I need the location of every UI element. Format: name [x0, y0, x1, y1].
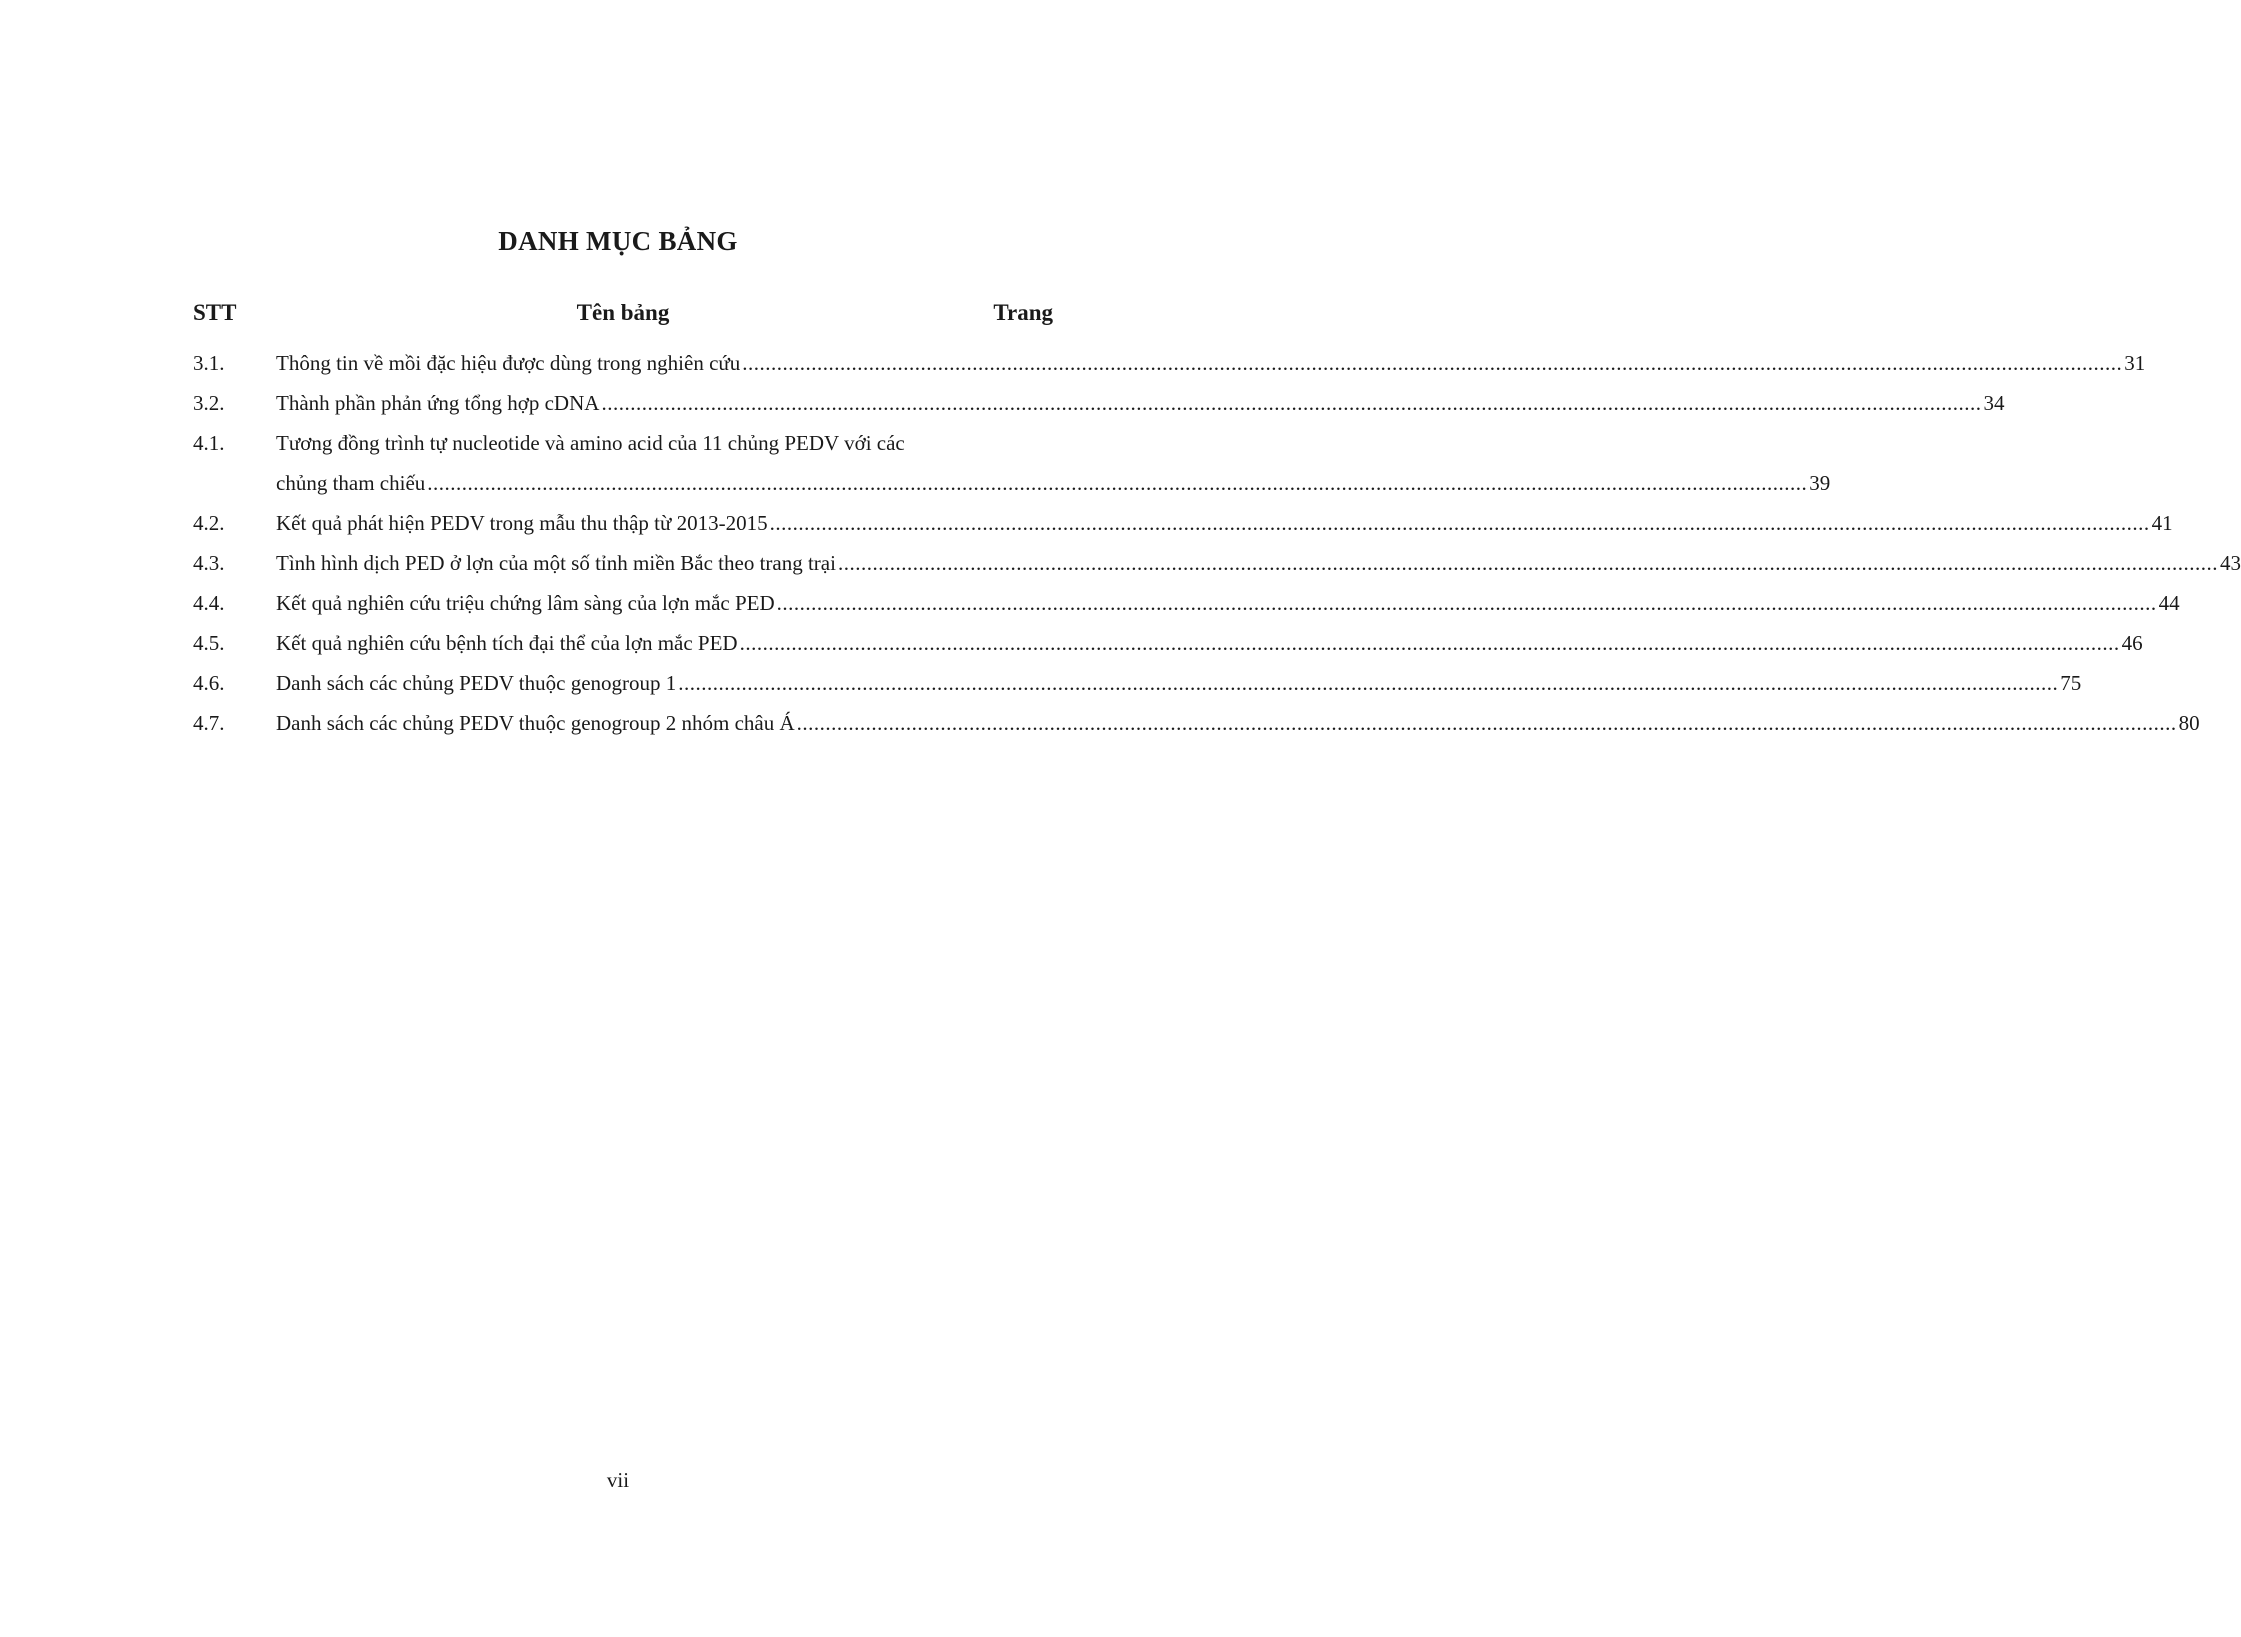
entry-number: 4.6. [193, 671, 225, 695]
entry-title: Kết quả nghiên cứu bệnh tích đại thể của lợn mắc PED [276, 631, 738, 655]
entry-number: 4.7. [193, 711, 225, 735]
toc-entry[interactable] [193, 423, 1831, 503]
toc-entry[interactable] [193, 383, 2005, 423]
dot-leader [601, 383, 1981, 423]
entry-title: Tình hình dịch PED ở lợn của một số tỉnh miền Bắc theo trang trại [276, 551, 836, 575]
entry-page: 34 [1983, 391, 2005, 415]
dot-leader [838, 543, 2218, 583]
entry-page: 43 [2219, 551, 2241, 575]
entry-page: 44 [2158, 591, 2180, 615]
entry-number: 4.4. [193, 591, 225, 615]
entry-page: 31 [2124, 351, 2146, 375]
toc-entry[interactable] [193, 703, 2200, 743]
entry-number: 3.1. [193, 351, 225, 375]
entry-page: 80 [2178, 711, 2200, 735]
table-header [193, 300, 1053, 332]
toc-entry[interactable] [193, 583, 2180, 623]
page-title: DANH MỤC BẢNG [498, 226, 738, 256]
header-stt: STT [193, 300, 237, 325]
entry-number: 4.3. [193, 551, 225, 575]
entry-page: 75 [2060, 671, 2082, 695]
toc-entry[interactable] [193, 543, 2241, 583]
entry-title: Thành phần phản ứng tổng hợp cDNA [276, 391, 600, 415]
entry-page: 39 [1809, 471, 1831, 495]
header-table-name: Tên bảng [576, 300, 670, 325]
dot-leader [770, 503, 2150, 543]
entry-title: Kết quả nghiên cứu triệu chứng lâm sàng của lợn mắc PED [276, 591, 775, 615]
entry-number: 4.2. [193, 511, 225, 535]
entry-title: Danh sách các chủng PEDV thuộc genogroup 2 nhóm châu Á [276, 711, 795, 735]
entry-title-continued: chủng tham chiếu [276, 471, 426, 495]
dot-leader [678, 663, 2058, 703]
toc-entry[interactable] [193, 663, 2082, 703]
dot-leader [742, 343, 2122, 383]
entry-number: 4.1. [193, 431, 225, 455]
toc-entry[interactable] [193, 623, 2143, 663]
dot-leader [427, 463, 1807, 503]
entry-number: 4.5. [193, 631, 225, 655]
entry-title: Danh sách các chủng PEDV thuộc genogroup 1 [276, 671, 677, 695]
entry-page: 41 [2151, 511, 2173, 535]
page-number: vii [606, 1468, 630, 1492]
entry-title: Thông tin về mồi đặc hiệu được dùng trong nghiên cứu [276, 351, 741, 375]
toc-entry[interactable] [193, 343, 2146, 383]
dot-leader [797, 703, 2177, 743]
entry-number: 3.2. [193, 391, 225, 415]
table-list [193, 343, 2241, 743]
entry-title: Kết quả phát hiện PEDV trong mẫu thu thập từ 2013-2015 [276, 511, 768, 535]
dot-leader [740, 623, 2120, 663]
dot-leader [777, 583, 2157, 623]
header-page: Trang [993, 300, 1053, 325]
entry-page: 46 [2121, 631, 2143, 655]
toc-entry[interactable] [193, 503, 2173, 543]
entry-title: Tương đồng trình tự nucleotide và amino acid của 11 chủng PEDV với các [276, 431, 905, 455]
